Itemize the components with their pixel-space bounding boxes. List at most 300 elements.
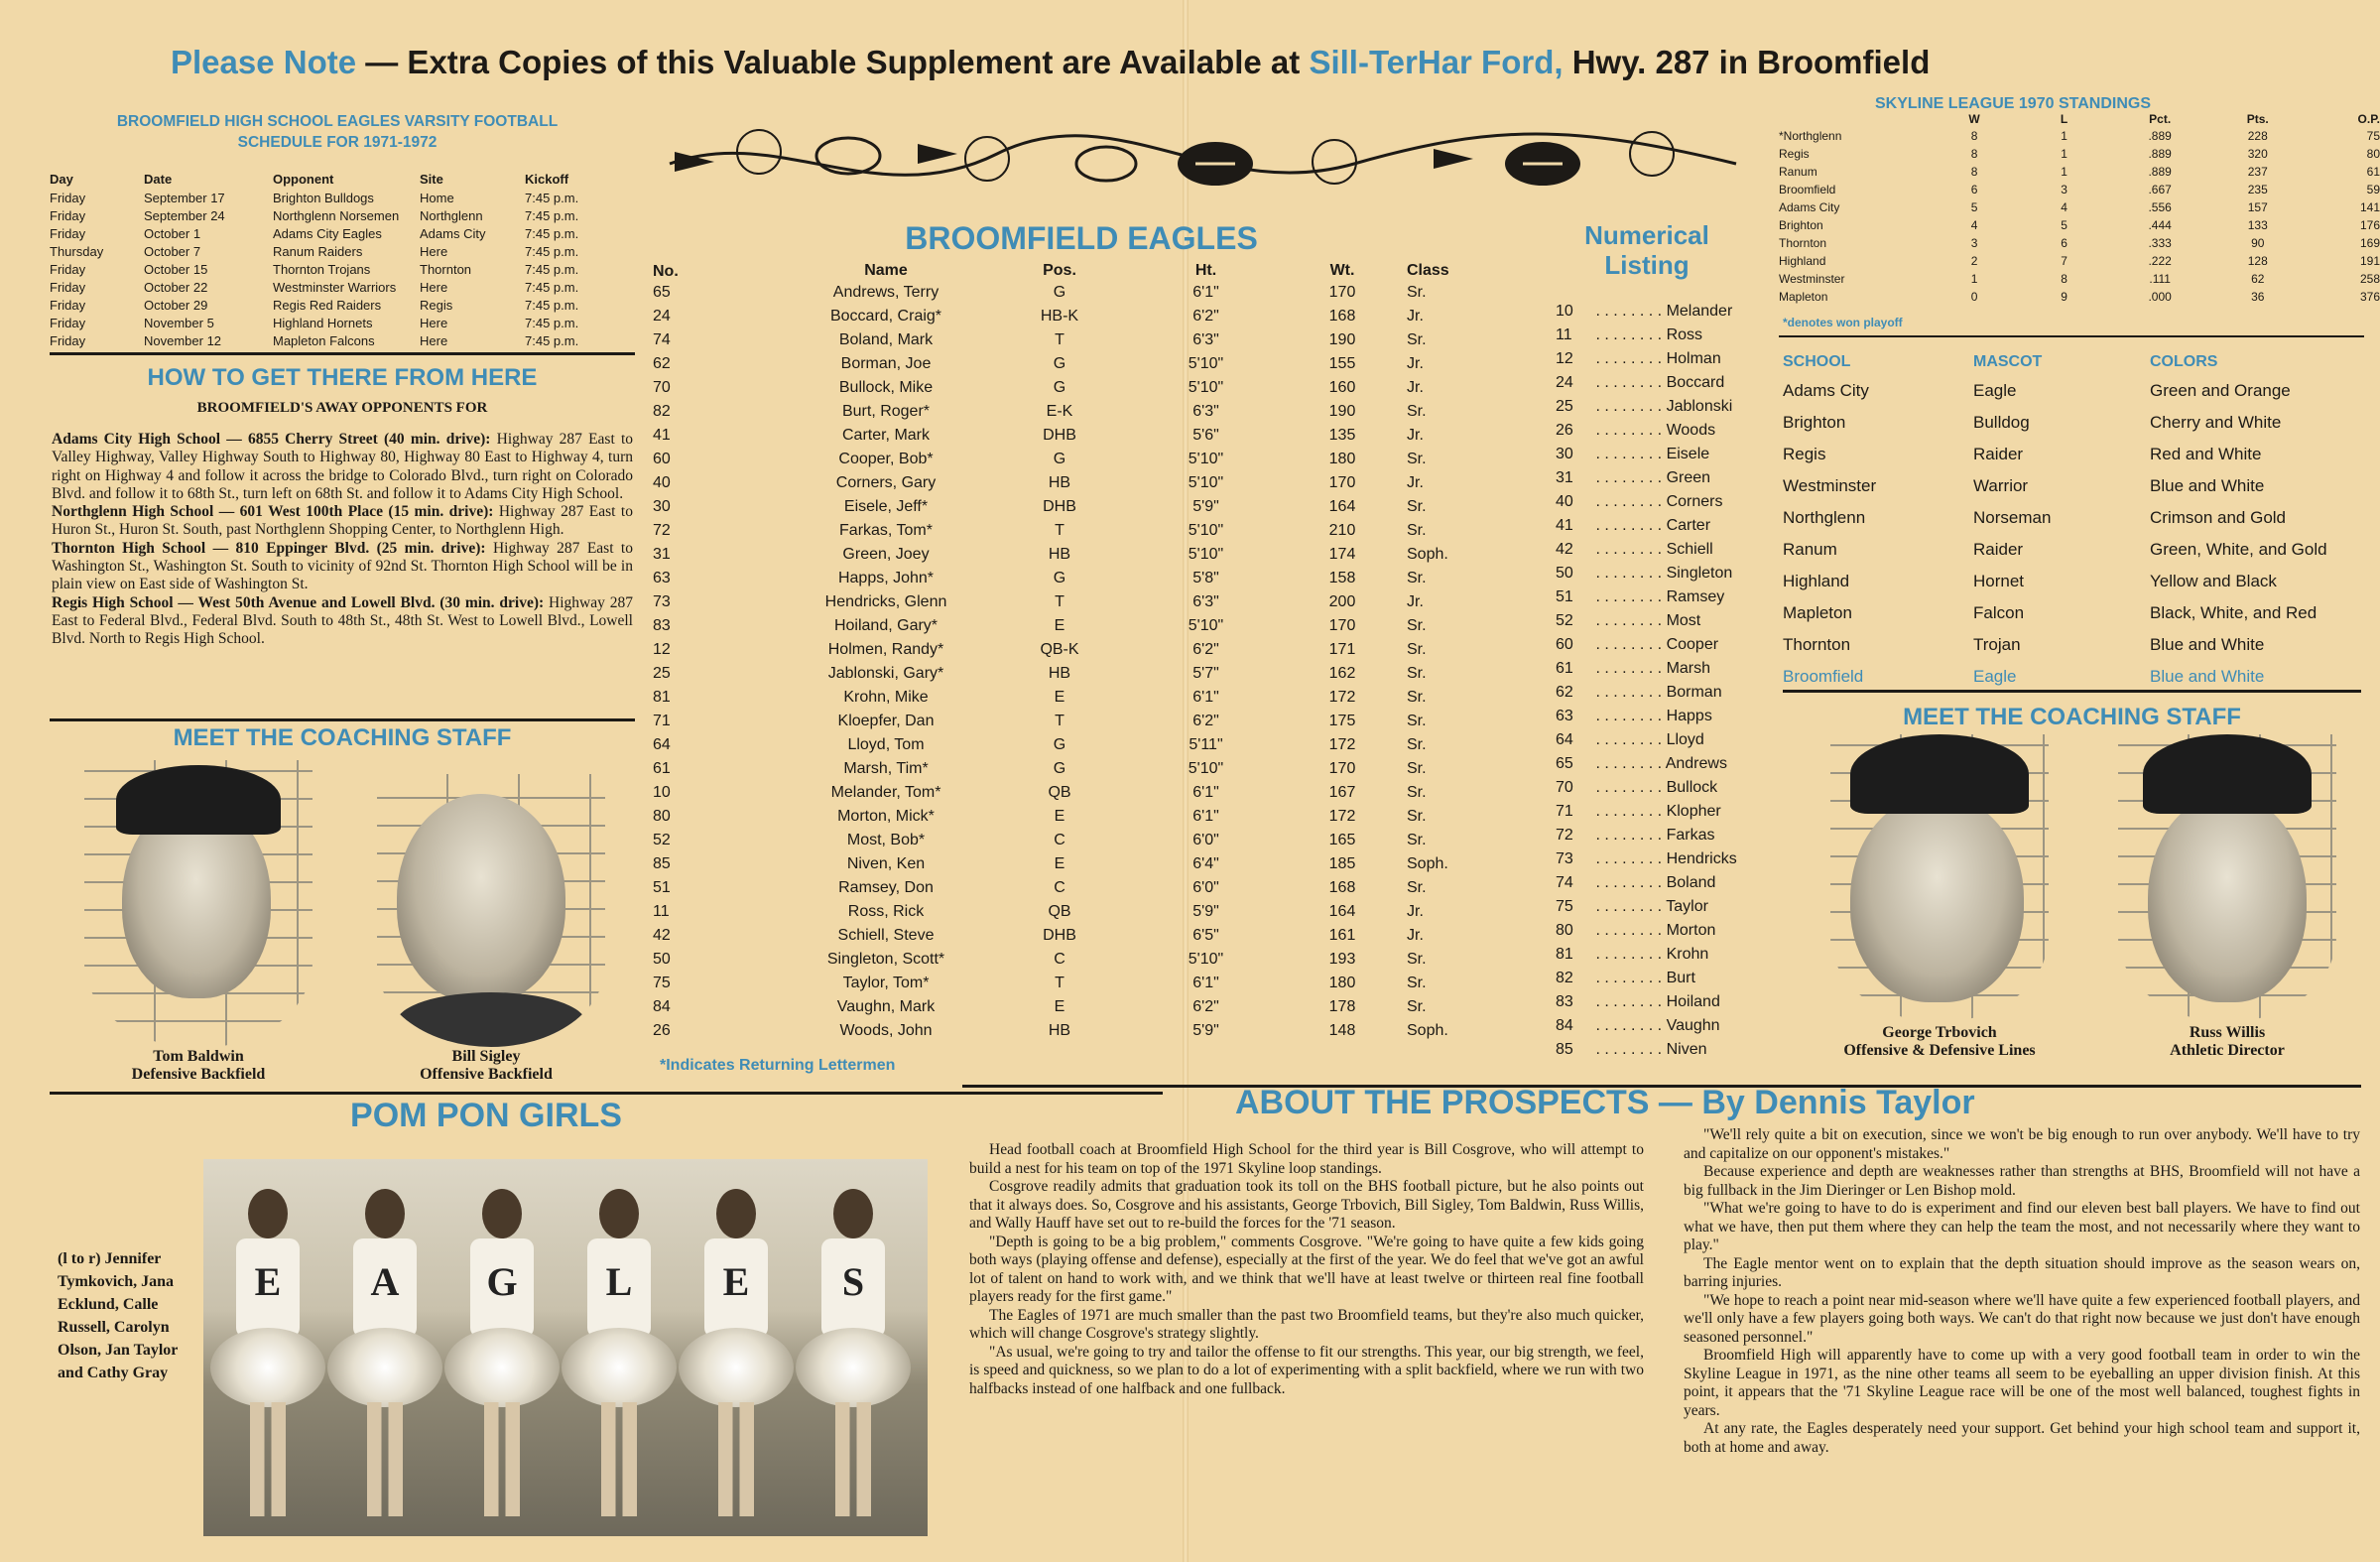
dot-leader: . . . . . . . . [1591, 708, 1667, 724]
pompon-icon [210, 1328, 325, 1407]
girl-letter: E [254, 1259, 282, 1304]
roster-cell: 11 [653, 903, 670, 920]
numerical-item [1556, 538, 1754, 562]
pompon-girl [452, 1179, 552, 1521]
direction-school: Regis High School — West 50th Avenue and Lowell Blvd. (30 min. drive): [52, 593, 545, 611]
pompon-icon [679, 1328, 794, 1407]
mascot-cell: Crimson and Gold [2150, 508, 2287, 527]
numerical-name: Singleton [1666, 565, 1733, 582]
schedule-cell: Friday [50, 261, 86, 277]
standings-cell: Mapleton [1779, 290, 1828, 304]
schedule-cell: October 22 [144, 279, 208, 295]
header-dash: — Extra Copies of this Valuable [365, 44, 857, 80]
numerical-number: 30 [1556, 446, 1573, 462]
roster-cell: 82 [653, 403, 671, 420]
standings-cell: 157 [2247, 200, 2268, 214]
standings-cell: 1 [2061, 147, 2067, 161]
schedule-cell: October 29 [144, 297, 208, 313]
pompon-photo [203, 1159, 928, 1536]
roster-cell: 62 [653, 355, 671, 372]
schedule-title-line1: BROOMFIELD HIGH SCHOOL EAGLES VARSITY FOOTBALL [116, 113, 559, 130]
coach-photo-sigley [377, 774, 605, 1047]
schedule-cell: Westminster Warriors [273, 279, 397, 295]
standings-cell: 3 [2061, 183, 2067, 196]
mascot-table [1783, 349, 2368, 693]
standings-cell: 176 [2359, 218, 2380, 232]
schedule-cell: November 5 [144, 315, 214, 330]
football-icon [1505, 142, 1580, 186]
mascot-row [1783, 439, 2368, 470]
standings-cell: 8 [1970, 129, 1978, 143]
prospects-paragraph: Head football coach at Broomfield High School for the third year is Bill Cosgrove, who will attempt to build a nest for his team on top of the 1971 Skyline loop standings. [969, 1141, 1644, 1177]
numerical-name: Jablonski [1666, 398, 1733, 415]
roster-cell: 61 [653, 760, 671, 777]
roster-cell: 74 [653, 331, 671, 348]
numerical-item [1556, 847, 1754, 871]
roster-cell: 175 [1328, 713, 1356, 729]
roster-row [653, 567, 1486, 590]
dot-leader: . . . . . . . . [1591, 803, 1667, 820]
numerical-name: Woods [1666, 422, 1716, 439]
mascot-cell: Bulldog [1973, 413, 2030, 432]
standings-cell: 0 [1970, 290, 1978, 304]
numerical-number: 80 [1556, 922, 1573, 939]
dot-leader: . . . . . . . . [1591, 755, 1666, 772]
roster-table [653, 260, 1486, 1043]
mascot-cell: Eagle [1973, 381, 2017, 400]
mascot-row [1783, 566, 2368, 597]
schedule-cell: 7:45 p.m. [525, 279, 579, 295]
numerical-item [1556, 466, 1754, 490]
dot-leader: . . . . . . . . [1591, 850, 1667, 867]
numerical-name: Bullock [1666, 779, 1718, 796]
roster-cell: Jr. [1407, 308, 1424, 325]
numerical-item [1556, 1014, 1754, 1038]
coach-face [397, 794, 565, 1002]
roster-cell: Sr. [1407, 760, 1427, 777]
standings-cell: .889 [2148, 147, 2172, 161]
roster-row [653, 376, 1486, 400]
schedule-cell: Thornton Trojans [273, 261, 371, 277]
mascot-cell: Adams City [1783, 381, 1869, 400]
mascot-cell: Green, White, and Gold [2150, 540, 2327, 559]
direction-text: Highway 287 East to Huron St., Huron St. South, past Northglenn Shopping Center, to Northglenn High. [52, 503, 633, 539]
standings-table [1779, 111, 2380, 306]
schedule-cell: October 7 [144, 243, 201, 259]
girl-letter: E [722, 1259, 750, 1304]
mascot-cell: Cherry and White [2150, 413, 2282, 432]
numerical-item [1556, 443, 1754, 466]
schedule-title-line2: SCHEDULE FOR 1971-1972 [237, 134, 438, 151]
roster-row [653, 590, 1486, 614]
dot-leader: . . . . . . . . [1591, 588, 1667, 605]
roster-cell: 41 [653, 427, 671, 444]
standings-row [1779, 234, 2380, 252]
standings-cell: 2 [1970, 254, 1978, 268]
roster-cell: 148 [1328, 1022, 1356, 1039]
numerical-name: Cooper [1666, 636, 1719, 653]
roster-cell: 70 [653, 379, 671, 396]
standings-cell: 59 [2366, 183, 2380, 196]
numerical-item [1556, 657, 1754, 681]
girl-head [365, 1189, 405, 1238]
numerical-number: 26 [1556, 422, 1573, 439]
schedule-cell: September 17 [144, 190, 225, 205]
coaching-left-title: MEET THE COACHING STAFF [173, 724, 512, 751]
roster-cell: Krohn, Mike [843, 689, 929, 706]
roster-cell: 190 [1328, 403, 1356, 420]
pompon-girl [218, 1179, 317, 1521]
numerical-name: Klopher [1666, 803, 1721, 820]
standings-cell: 258 [2359, 272, 2380, 286]
roster-cell: Andrews, Terry [832, 284, 939, 301]
prospects-paragraph: "What we're going to have to do is experiment and find our eleven best ball players. We have to find out what we have, then put them where they can help the team the most, and not necessarily where they want to play." [1684, 1200, 2360, 1253]
numerical-name: Happs [1666, 708, 1712, 724]
schedule-cell: Friday [50, 315, 86, 330]
roster-cell: 6'3" [1192, 403, 1219, 420]
standings-cell: 5 [1970, 200, 1978, 214]
col-colors: COLORS [2150, 353, 2218, 370]
girl-legs [250, 1402, 286, 1516]
dot-leader: . . . . . . . . [1591, 422, 1667, 439]
roster-cell: Holmen, Randy* [827, 641, 944, 658]
standings-cell: 320 [2247, 147, 2268, 161]
dot-leader: . . . . . . . . [1591, 636, 1667, 653]
standings-cell: .333 [2148, 236, 2172, 250]
roster-cell: 80 [653, 808, 671, 825]
roster-cell: Singleton, Scott* [826, 951, 945, 968]
roster-cell: Sr. [1407, 713, 1427, 729]
schedule-cell: Here [420, 315, 448, 330]
numerical-number: 12 [1556, 350, 1573, 367]
prospects-paragraph: The Eagles of 1971 are much smaller than the past two Broomfield teams, but they're also much quicker, which will change Cosgrove's strategy slightly. [969, 1306, 1644, 1342]
col-pct: Pct. [2149, 112, 2172, 126]
numerical-name: Andrews [1665, 755, 1727, 772]
roster-row [653, 495, 1486, 519]
standings-cell: 7 [2061, 254, 2067, 268]
dealer-location: Hwy. 287 in Broomfield [1571, 44, 1931, 80]
dot-leader: . . . . . . . . [1591, 1041, 1667, 1058]
dot-leader: . . . . . . . . [1591, 874, 1667, 891]
numerical-number: 52 [1556, 612, 1573, 629]
schedule-row [50, 224, 614, 242]
roster-cell: HB [1048, 474, 1071, 491]
mascot-row [1783, 534, 2368, 566]
roster-row [653, 733, 1486, 757]
roster-cell: 5'10" [1188, 522, 1224, 539]
schedule-cell: Here [420, 279, 448, 295]
mascot-cell: Black, White, and Red [2150, 603, 2317, 622]
roster-cell: Boccard, Craig* [829, 308, 942, 325]
numerical-item [1556, 967, 1754, 990]
roster-cell: C [1054, 879, 1065, 896]
direction-item [52, 503, 633, 540]
roster-cell: 6'0" [1192, 879, 1219, 896]
numerical-item [1556, 705, 1754, 728]
dot-leader: . . . . . . . . [1591, 660, 1667, 677]
standings-cell: 235 [2247, 183, 2268, 196]
numerical-number: 61 [1556, 660, 1573, 677]
standings-cell: 90 [2251, 236, 2265, 250]
dot-leader: . . . . . . . . [1591, 517, 1667, 534]
numerical-number: 11 [1556, 326, 1572, 343]
football-ornament [660, 104, 1746, 218]
roster-cell: Jr. [1407, 593, 1424, 610]
col-day: Day [50, 172, 73, 187]
roster-cell: Jr. [1407, 474, 1424, 491]
roster-cell: 5'9" [1192, 903, 1219, 920]
numerical-name: Morton [1666, 922, 1716, 939]
roster-cell: 5'7" [1192, 665, 1219, 682]
girl-letter: L [605, 1259, 633, 1304]
mascot-cell: Trojan [1973, 635, 2021, 654]
mascot-cell: Red and White [2150, 445, 2262, 463]
schedule-cell: Mapleton Falcons [273, 332, 375, 348]
standings-title: SKYLINE LEAGUE 1970 STANDINGS [1875, 95, 2151, 112]
roster-cell: QB [1048, 784, 1071, 801]
schedule-cell: Brighton Bulldogs [273, 190, 374, 205]
coach-face [1850, 794, 2024, 1002]
mascot-cell: Green and Orange [2150, 381, 2291, 400]
standings-cell: 80 [2366, 147, 2380, 161]
directions-divider [50, 718, 635, 721]
roster-cell: Sr. [1407, 736, 1427, 753]
roster-cell: 172 [1328, 808, 1356, 825]
roster-cell: Marsh, Tim* [843, 760, 929, 777]
col-mascot: MASCOT [1973, 353, 2043, 370]
roster-cell: Cooper, Bob* [838, 451, 934, 467]
schedule-cell: 7:45 p.m. [525, 332, 579, 348]
roster-cell: 6'2" [1192, 713, 1219, 729]
roster-cell: Sr. [1407, 975, 1427, 991]
roster-cell: Jablonski, Gary* [827, 665, 944, 682]
pompon-icon [444, 1328, 560, 1407]
roster-cell: 12 [653, 641, 671, 658]
mascot-cell: Blue and White [2150, 476, 2265, 495]
roster-cell: 5'10" [1188, 617, 1224, 634]
directions-subtitle: BROOMFIELD'S AWAY OPPONENTS FOR [196, 400, 488, 416]
standings-cell: 5 [2061, 218, 2067, 232]
roster-cell: Schiell, Steve [837, 927, 935, 944]
direction-school: Thornton High School — 810 Eppinger Blvd. (25 min. drive): [52, 539, 486, 557]
numerical-number: 31 [1556, 469, 1573, 486]
standings-cell: 133 [2247, 218, 2268, 232]
numerical-name: Ramsey [1666, 588, 1725, 605]
standings-row [1779, 163, 2380, 181]
roster-cell: 6'1" [1192, 808, 1219, 825]
mascot-header-row [1783, 349, 2368, 375]
standings-row [1779, 216, 2380, 234]
coach-photo-willis [2118, 734, 2336, 1022]
roster-row [653, 1019, 1486, 1043]
dot-leader: . . . . . . . . [1591, 303, 1667, 320]
roster-cell: Sr. [1407, 498, 1427, 515]
roster-cell: Sr. [1407, 284, 1427, 301]
roster-row [653, 924, 1486, 948]
numerical-number: 81 [1556, 946, 1573, 963]
numerical-name: Lloyd [1666, 731, 1704, 748]
numerical-name: Green [1666, 469, 1711, 486]
numerical-item [1556, 514, 1754, 538]
coach-caption-trbovich: George Trbovich Offensive & Defensive Lines [1843, 1024, 2036, 1059]
standings-cell: .222 [2148, 254, 2172, 268]
standings-row [1779, 252, 2380, 270]
roster-cell: Sr. [1407, 689, 1427, 706]
coach-shirt [397, 992, 585, 1047]
pompon-girl [569, 1179, 669, 1521]
coach-caption-sigley: Bill Sigley Offensive Backfield [420, 1048, 553, 1083]
col-w: W [1968, 112, 1980, 126]
football-icon [1178, 142, 1253, 186]
schedule-row [50, 260, 614, 278]
schedule-row [50, 314, 614, 331]
roster-header-row [653, 260, 1486, 281]
roster-cell: 5'10" [1188, 379, 1224, 396]
standings-cell: Ranum [1779, 165, 1817, 179]
numerical-name: Melander [1666, 303, 1733, 320]
schedule-cell: 7:45 p.m. [525, 207, 579, 223]
roster-cell: Corners, Gary [835, 474, 937, 491]
roster-cell: 73 [653, 593, 671, 610]
dot-leader: . . . . . . . . [1591, 827, 1667, 844]
prospects-paragraph: "We hope to reach a point near mid-season where we'll have quite a few experienced football players, and we'll only have a few players going both ways. We can't do that right now because we just don't have enough seasoned personnel." [1684, 1291, 2360, 1346]
schedule-row [50, 242, 614, 260]
roster-row [653, 328, 1486, 352]
direction-item [52, 431, 633, 503]
dot-leader: . . . . . . . . [1591, 1017, 1667, 1034]
schedule-cell: Friday [50, 297, 86, 313]
mascot-cell: Yellow and Black [2150, 572, 2277, 590]
numerical-title: Numerical Listing [1584, 220, 1709, 280]
numerical-item [1556, 562, 1754, 586]
roster-cell: 178 [1328, 998, 1356, 1015]
roster-cell: Taylor, Tom* [842, 975, 930, 991]
schedule-cell: Friday [50, 207, 86, 223]
roster-cell: Sr. [1407, 570, 1427, 586]
standings-cell: 3 [1970, 236, 1978, 250]
girl-legs [367, 1402, 403, 1516]
roster-cell: 5'10" [1188, 355, 1224, 372]
roster-row [653, 781, 1486, 805]
numerical-number: 70 [1556, 779, 1573, 796]
standings-cell: Thornton [1779, 236, 1827, 250]
numerical-number: 63 [1556, 708, 1573, 724]
numerical-name: Hoiland [1666, 993, 1720, 1010]
roster-cell: G [1053, 570, 1066, 586]
roster-row [653, 972, 1486, 995]
prospects-title: ABOUT THE PROSPECTS — By Dennis Taylor [1235, 1084, 1975, 1121]
standings-cell: Highland [1779, 254, 1826, 268]
numerical-item [1556, 919, 1754, 943]
schedule-cell: Here [420, 332, 448, 348]
numerical-item [1556, 681, 1754, 705]
standings-cell: .111 [2149, 272, 2171, 286]
roster-cell: Sr. [1407, 808, 1427, 825]
roster-cell: Sr. [1407, 832, 1427, 848]
col-pos: Pos. [1043, 261, 1076, 279]
numerical-number: 42 [1556, 541, 1573, 558]
pennant-icon [675, 144, 1473, 172]
cap-icon [116, 765, 281, 835]
mascot-cell: Mapleton [1783, 603, 1852, 622]
prospects-paragraph: At any rate, the Eagles desperately need your support. Get behind your high school team and support it, both at home and away. [1684, 1420, 2360, 1456]
pompon-icon [796, 1328, 911, 1407]
schedule-row [50, 296, 614, 314]
dot-leader: . . . . . . . . [1591, 922, 1667, 939]
roster-cell: 6'1" [1192, 784, 1219, 801]
schedule-cell: 7:45 p.m. [525, 225, 579, 241]
roster-row [653, 352, 1486, 376]
pompon-caption: (l to r) Jennifer Tymkovich, Jana Ecklund, Calle Russell, Carolyn Olson, Jan Taylor and Cathy Gray [58, 1250, 179, 1381]
roster-cell: Sr. [1407, 665, 1427, 682]
roster-cell: 40 [653, 474, 671, 491]
roster-cell: Melander, Tom* [830, 784, 941, 801]
col-op: O.P. [2357, 112, 2380, 126]
roster-row [653, 543, 1486, 567]
schedule-divider [50, 352, 635, 355]
standings-divider [1779, 335, 2364, 337]
numerical-name: Holman [1666, 350, 1721, 367]
schedule-cell: Adams City Eagles [273, 225, 382, 241]
schedule-header-row [50, 170, 614, 189]
roster-cell: Soph. [1407, 1022, 1448, 1039]
standings-cell: 6 [2061, 236, 2067, 250]
roster-cell: 6'1" [1192, 689, 1219, 706]
roster-row [653, 400, 1486, 424]
numerical-number: 71 [1556, 803, 1573, 820]
roster-cell: Sr. [1407, 998, 1427, 1015]
girl-head [833, 1189, 873, 1238]
roster-row [653, 686, 1486, 710]
schedule-table [50, 170, 614, 349]
roster-row [653, 448, 1486, 471]
numerical-number: 73 [1556, 850, 1573, 867]
roster-cell: 171 [1328, 641, 1356, 658]
roster-cell: DHB [1043, 927, 1076, 944]
directions-list [52, 431, 633, 649]
numerical-number: 10 [1556, 303, 1573, 320]
roster-cell: 26 [653, 1022, 671, 1039]
col-opponent: Opponent [273, 172, 334, 187]
numerical-number: 82 [1556, 970, 1573, 986]
prospects-paragraph: "Depth is going to be a big problem," comments Cosgrove. "We're going to have quite a few kids going both ways (playing offense and defense), especially at the first of the year. We do feel that we've got an awful lot of talent on hand to work with, and we think that we'll have at least twelve or thirteen real fine football players ready for the first game." [969, 1233, 1644, 1305]
roster-cell: 193 [1328, 951, 1356, 968]
schedule-cell: Home [420, 190, 454, 205]
standings-cell: .444 [2148, 218, 2172, 232]
schedule-cell: Northglenn Norsemen [273, 207, 400, 223]
standings-cell: .556 [2148, 200, 2172, 214]
numerical-name: Borman [1666, 684, 1722, 701]
standings-cell: .889 [2148, 165, 2172, 179]
numerical-name: Eisele [1666, 446, 1710, 462]
roster-cell: 180 [1328, 451, 1356, 467]
girl-letter: G [486, 1259, 518, 1304]
roster-cell: Most, Bob* [846, 832, 926, 848]
roster-cell: Sr. [1407, 641, 1427, 658]
roster-row [653, 614, 1486, 638]
girl-letter: S [841, 1259, 865, 1304]
roster-cell: 172 [1328, 689, 1356, 706]
schedule-row [50, 278, 614, 296]
numerical-number: 72 [1556, 827, 1573, 844]
football-icon [1076, 147, 1136, 181]
schedule-cell: Adams City [420, 225, 486, 241]
dot-leader: . . . . . . . . [1591, 541, 1667, 558]
schedule-cell: Northglenn [420, 207, 483, 223]
roster-cell: Ross, Rick [847, 903, 925, 920]
schedule-row [50, 189, 614, 206]
standings-row [1779, 127, 2380, 145]
